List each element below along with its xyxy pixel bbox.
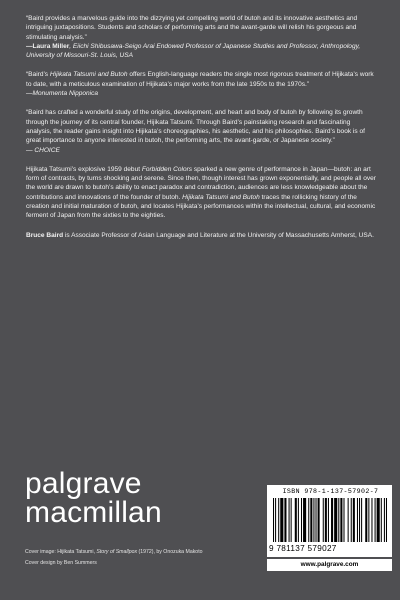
- barcode-digit-first: 9: [269, 544, 274, 553]
- barcode-icon: [273, 498, 387, 542]
- back-cover-text: [26, 14, 376, 240]
- cover-image-credit-suffix: (1972), by Onozuka Makoto: [137, 549, 203, 555]
- cover-credits: [25, 549, 245, 571]
- description-title-1: Forbidden Colors: [141, 165, 193, 173]
- description-part-2: sparked a new genre of performance in Japan—butoh: an art form of contrasts, by turns shocking and serene. Since then, though interest has grown exponentially, and people all over the world are drawn to butoh’s ability to enact paradox and contradiction, audiences are less knowledgeable about the contributions and innovations of the founder of butoh.: [26, 165, 376, 201]
- endorsement-2-text-after: offers English-language readers the single most rigorous treatment of Hijikata’s work to date, with a meticulous examination of Hijikata’s major works from the late 1950s to the 1970s.”: [26, 71, 374, 88]
- description-part-3: traces the rollicking history of the creation and initial maturation of butoh, and locates Hijikata’s performances within the intellectual, cultural, and economic ferment of Japan from the sixties to the eighties.: [26, 193, 376, 220]
- endorsement-2-book-title: Hijikata Tatsumi and Butoh: [49, 71, 128, 79]
- endorsement-1-name: —Laura Miller: [26, 42, 70, 50]
- publisher-logo: [25, 467, 162, 529]
- barcode-digits: [269, 544, 390, 553]
- barcode-digits-left: 781137: [276, 544, 305, 553]
- cover-image-credit: [25, 549, 245, 556]
- endorsement-1-text: “Baird provides a marvelous guide into the dizzying yet compelling world of butoh and its innovative aesthetics and intriguing juxtapositions. Students and scholars of performing arts and the avant-garde will relish his gorgeous and stimulating analysis.”: [26, 15, 358, 41]
- endorsement-2: [26, 70, 376, 98]
- publisher-website: www.palgrave.com: [267, 559, 392, 571]
- publisher-logo-line-1: palgrave: [25, 467, 142, 500]
- isbn-barcode: [267, 485, 392, 557]
- description-title-2: Hijikata Tatsumi and Butoh: [182, 193, 260, 201]
- cover-image-credit-title: Story of Smallpox: [96, 549, 138, 555]
- author-bio: [26, 231, 376, 240]
- isbn-label: ISBN 978-1-137-57902-7: [282, 488, 379, 495]
- barcode-digits-right: 579027: [307, 544, 337, 553]
- endorsement-1: [26, 14, 376, 60]
- author-bio-text: is Associate Professor of Asian Language and Literature at the University of Massachusetts Amherst, USA.: [63, 231, 374, 239]
- endorsement-2-source: —Monumenta Nipponica: [26, 90, 99, 98]
- author-name: Bruce Baird: [26, 231, 64, 239]
- description-part-1: Hijikata Tatsumi’s explosive 1959 debut: [26, 165, 142, 173]
- cover-image-credit-prefix: Cover image: Hijikata Tatsumi,: [25, 549, 97, 555]
- endorsement-2-text-before: “Baird’s: [26, 71, 50, 79]
- book-description: [26, 165, 376, 221]
- publisher-logo-line-2: macmillan: [25, 496, 162, 529]
- endorsement-1-affiliation: , Eiichi Shibusawa-Seigo Arai Endowed Professor of Japanese Studies and Professor, Anthropology, University of Missouri-St. Louis, USA: [26, 42, 361, 60]
- endorsement-3-source: — CHOICE: [26, 146, 60, 154]
- endorsement-3: [26, 108, 376, 154]
- cover-design-credit: Cover design by Ben Summers: [25, 560, 97, 566]
- endorsement-3-text: “Baird has crafted a wonderful study of the origins, development, and heart and body of butoh by following its growth through the journey of its central founder, Hijikata Tatsumi. Through Baird’s painstaking research and fascinating analysis, the reader gains insight into Hijikata’s choreographies, his aesthetic, and his philosophies. Baird’s book is of great importance to anyone interested in butoh, the performing arts, the avant-garde, or Japanese society.”: [26, 109, 365, 145]
